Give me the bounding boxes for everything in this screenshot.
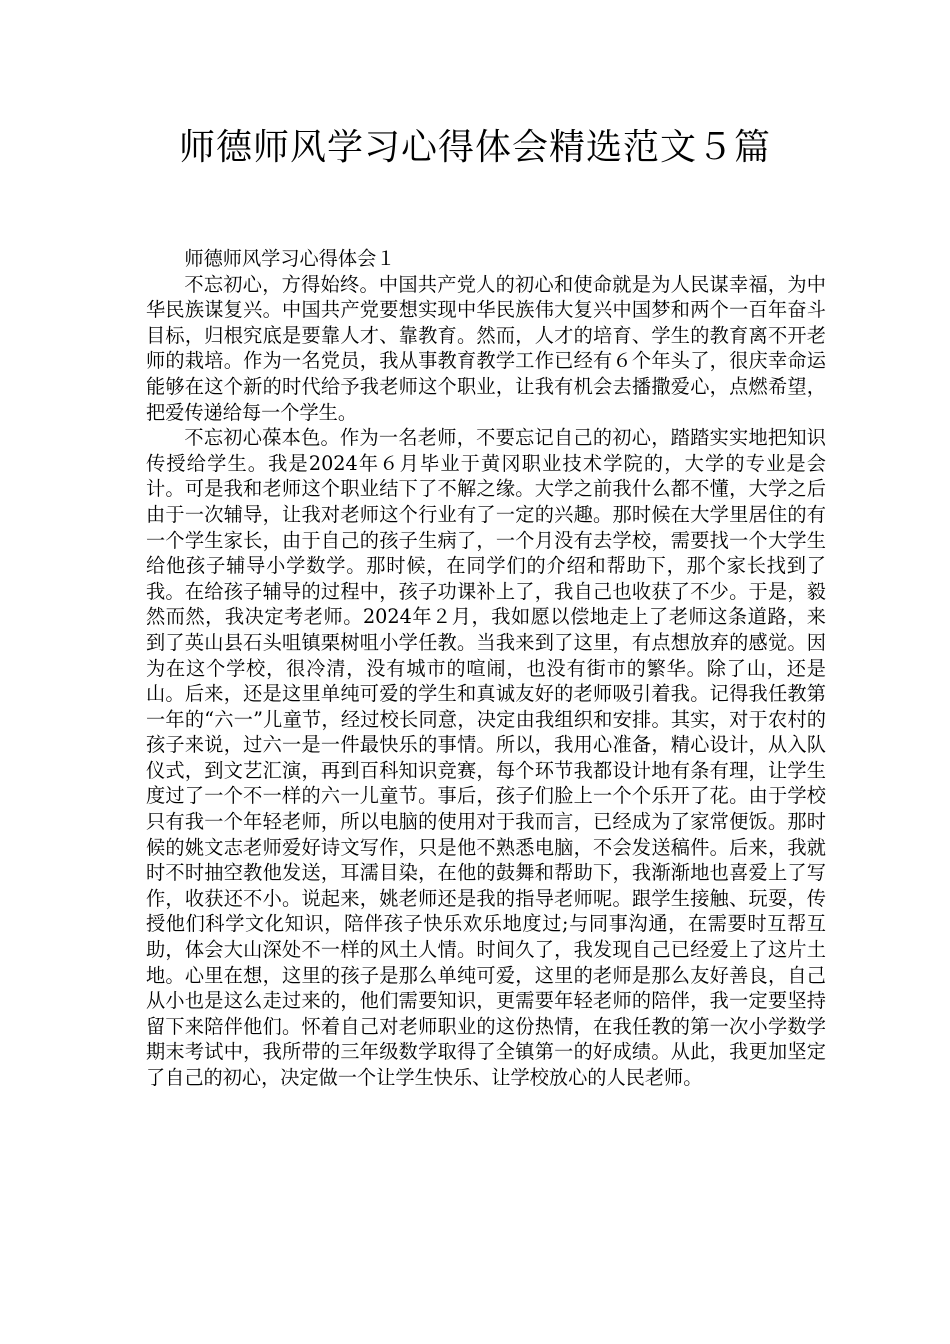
document-title: 师德师风学习心得体会精选范文５篇 — [178, 127, 771, 168]
section-heading: 师德师风学习心得体会１ — [184, 247, 396, 270]
paragraph-1: 不忘初心，方得始终。中国共产党人的初心和使命就是为人民谋幸福，为中华民族谋复兴。中国共产党要想实现中华民族伟大复兴中国梦和两个一百年奋斗目标，归根究底是要靠人才、靠教育。然而，人才的培育、学生的教育离不开老师的栽培。作为一名党员，我从事教育教学工作已经有６个年头了，很庆幸命运能够在这个新的时代给予我老师这个职业，让我有机会去播撒爱心，点燃希望，把爱传递给每一个学生。 — [146, 272, 826, 424]
paragraph-2: 不忘初心葆本色。作为一名老师，不要忘记自己的初心，踏踏实实地把知识传授给学生。我是2024年６月毕业于黄冈职业技术学院的，大学的专业是会计。可是我和老师这个职业结下了不解之缘。大学之前我什么都不懂，大学之后由于一次辅导，让我对老师这个行业有了一定的兴趣。那时候在大学里居住的有一个学生家长，由于自己的孩子生病了，一个月没有去学校，需要找一个大学生给他孩子辅导小学数学。那时候，在同学们的介绍和帮助下，那个家长找到了我。在给孩子辅导的过程中，孩子功课补上了，我自己也收获了不少。于是，毅然而然，我决定考老师。2024年２月，我如愿以偿地走上了老师这条道路，来到了英山县石头咀镇栗树咀小学任教。当我来到了这里，有点想放弃的感觉。因为在这个学校，很冷清，没有城市的喧闹，也没有街市的繁华。除了山，还是山。后来，还是这里单纯可爱的学生和真诚友好的老师吸引着我。记得我任教第一年的“六一”儿童节，经过校长同意，决定由我组织和安排。其实，对于农村的孩子来说，过六一是一件最快乐的事情。所以，我用心准备，精心设计，从入队仪式，到文艺汇演，再到百科知识竞赛，每个环节我都设计地有条有理，让学生度过了一个不一样的六一儿童节。事后，孩子们脸上一个个乐开了花。由于学校只有我一个年轻老师，所以电脑的使用对于我而言，已经成为了家常便饭。那时候的姚文志老师爱好诗文写作，只是他不熟悉电脑，不会发送稿件。后来，我就时不时抽空教他发送，耳濡目染，在他的鼓舞和帮助下，我渐渐地也喜爱上了写作，收获还不小。说起来，姚老师还是我的指导老师呢。跟学生接触、玩耍，传授他们科学文化知识，陪伴孩子快乐欢乐地度过;与同事沟通，在需要时互帮互助，体会大山深处不一样的风土人情。时间久了，我发现自己已经爱上了这片土地。心里在想，这里的孩子是那么单纯可爱，这里的老师是那么友好善良，自己从小也是这么走过来的，他们需要知识，更需要年轻老师的陪伴，我一定要坚持留下来陪伴他们。怀着自己对老师职业的这份热情，在我任教的第一次小学数学期末考试中，我所带的三年级数学取得了全镇第一的好成绩。从此，我更加坚定了自己的初心，决定做一个让学生快乐、让学校放心的人民老师。 — [146, 426, 826, 1089]
document-body — [146, 246, 826, 1091]
